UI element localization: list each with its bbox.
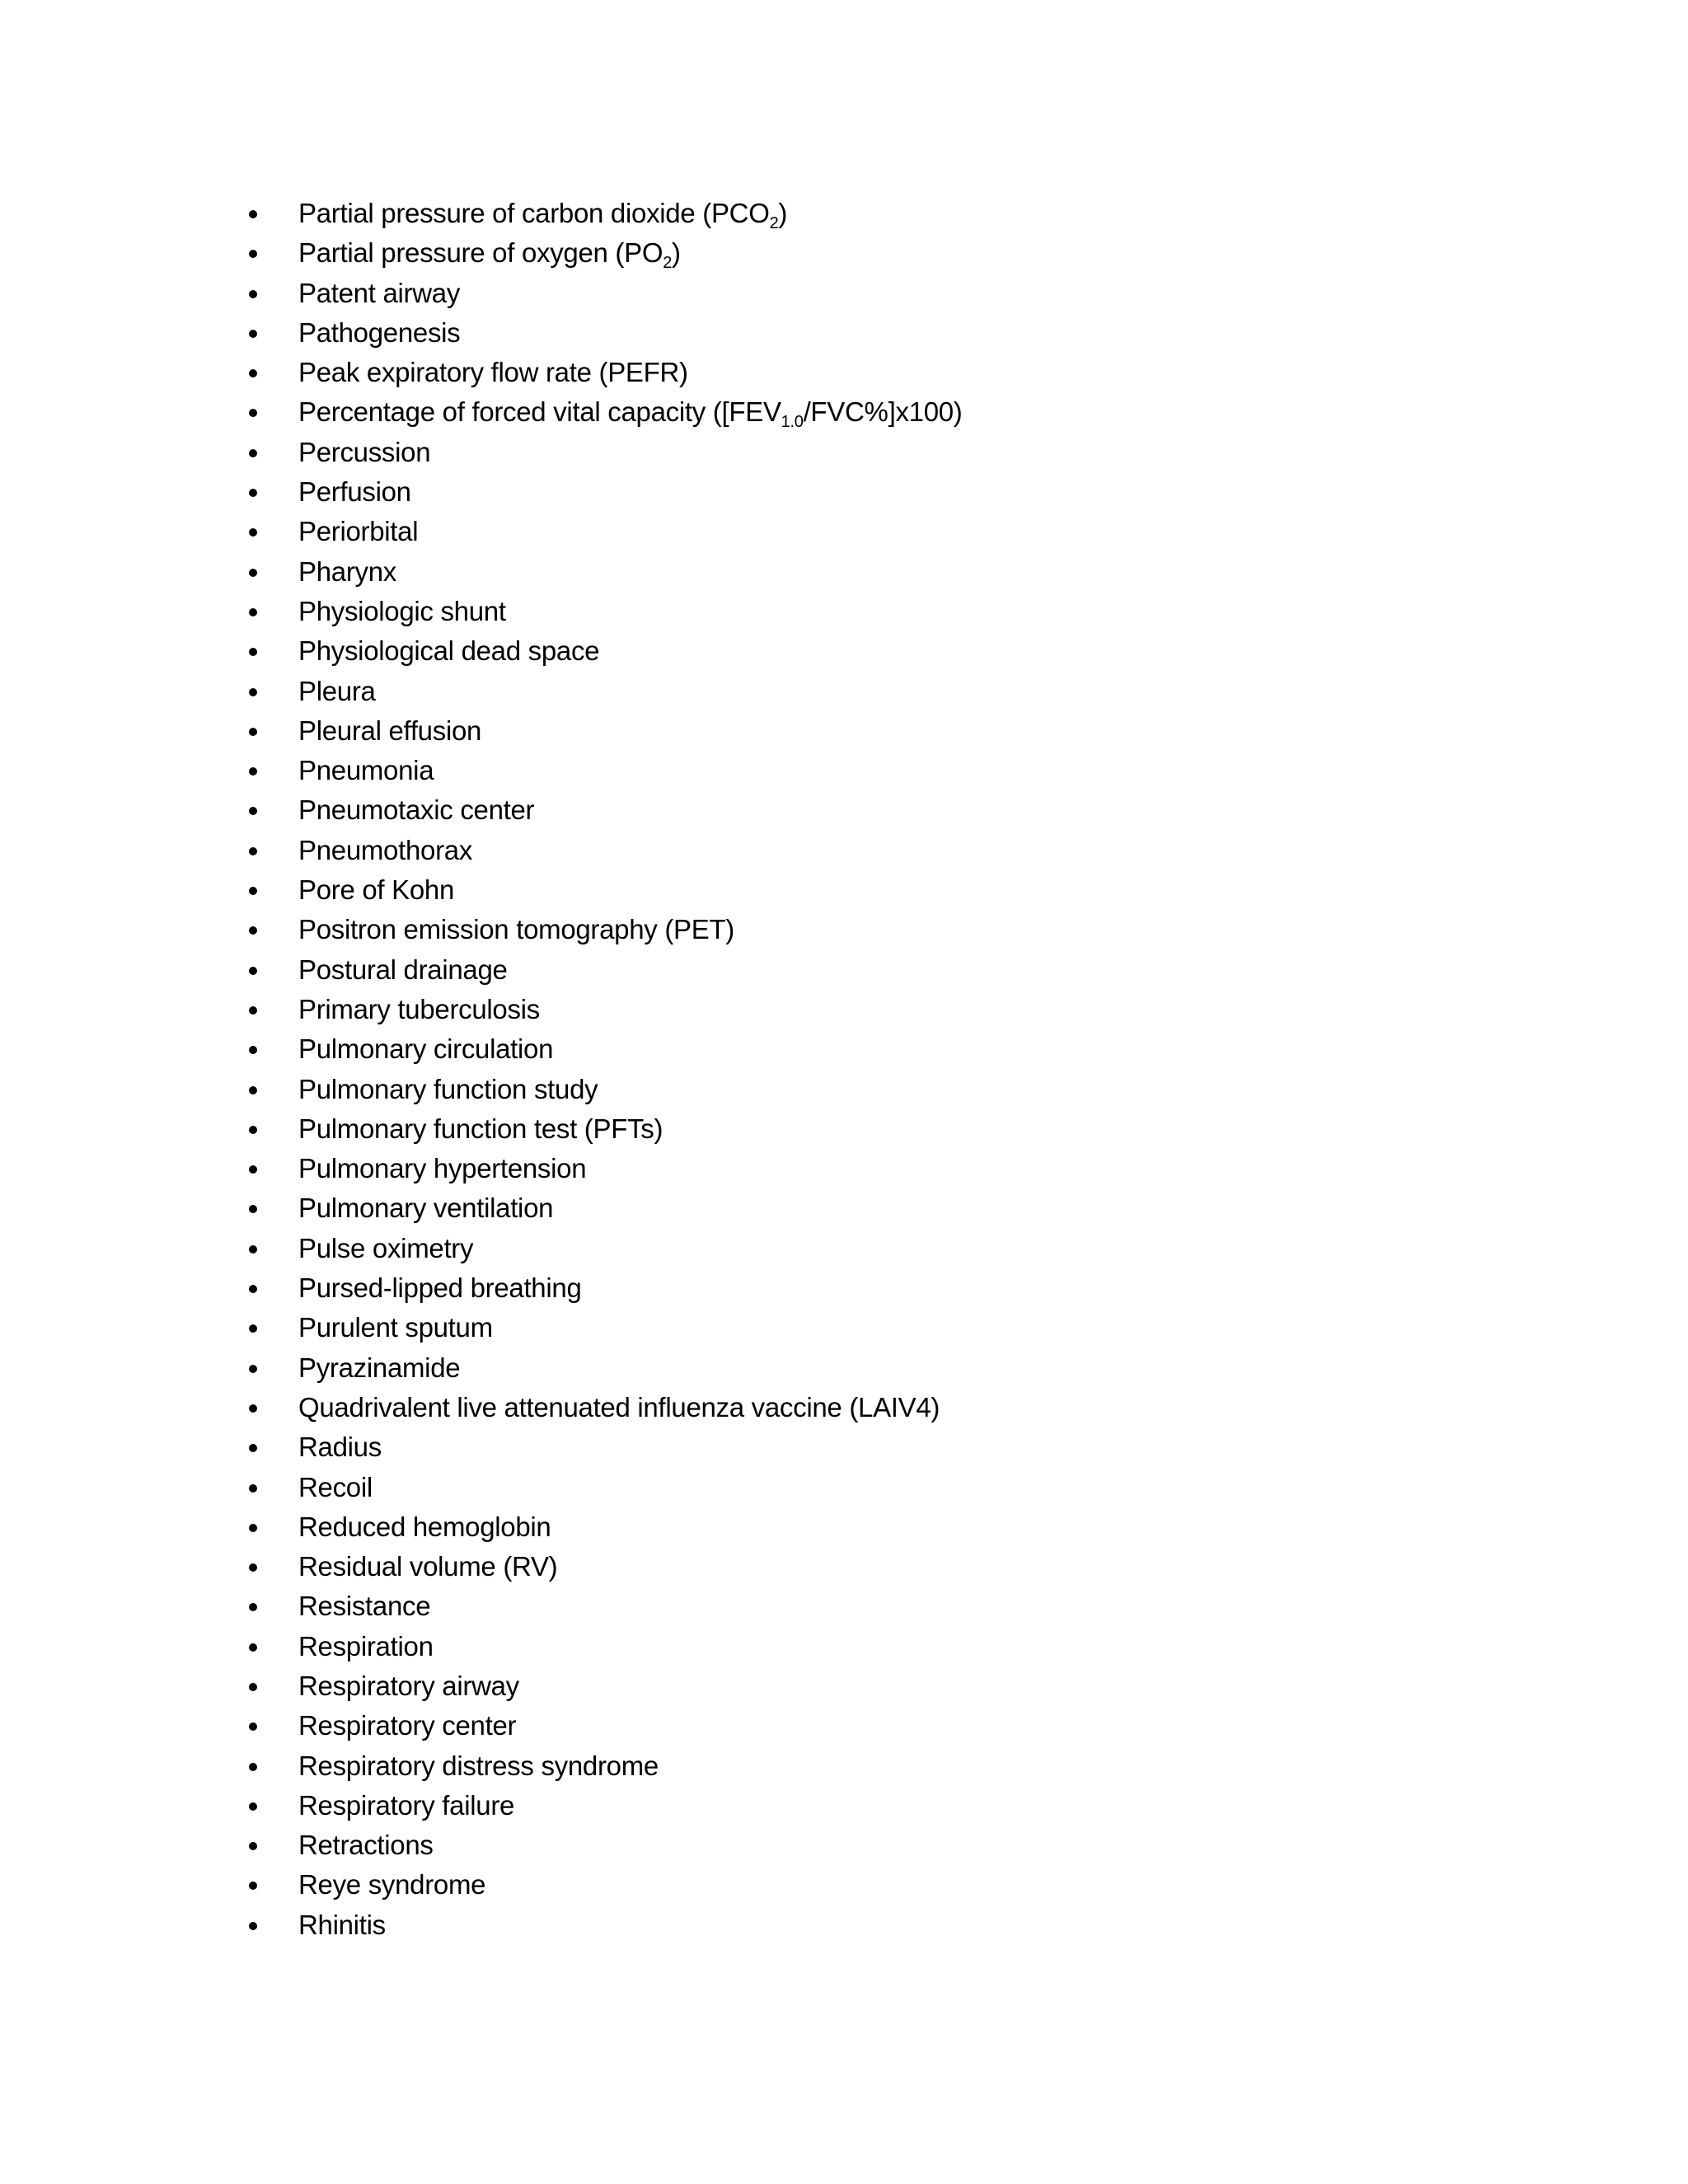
term-text — [298, 194, 787, 233]
term-main-text: Pharynx — [298, 555, 396, 587]
term-text — [298, 313, 460, 353]
bullet-icon — [249, 767, 257, 776]
bullet-icon — [249, 369, 257, 377]
term-main-text: Pneumonia — [298, 755, 434, 786]
term-main-text: Perfusion — [298, 476, 411, 508]
term-text — [298, 751, 434, 790]
bullet-icon — [249, 290, 257, 298]
bullet-icon — [249, 1603, 257, 1611]
term-main-text: Pulmonary hypertension — [298, 1153, 587, 1184]
bullet-icon — [249, 1324, 257, 1333]
term-text — [298, 233, 681, 273]
term-suffix-text: ) — [778, 198, 788, 228]
term-text — [298, 1905, 386, 1945]
term-text — [298, 1468, 373, 1507]
term-text — [298, 950, 508, 990]
term-main-text: Respiratory center — [298, 1710, 517, 1741]
bullet-icon — [249, 409, 257, 417]
term-main-text: Pulse oximetry — [298, 1232, 474, 1263]
term-text — [298, 1029, 553, 1069]
term-text — [298, 1547, 557, 1586]
term-text — [298, 990, 540, 1029]
term-text — [298, 672, 376, 711]
bullet-icon — [249, 728, 257, 736]
term-main-text: Pore of Kohn — [298, 874, 455, 906]
bullet-icon — [249, 1006, 257, 1015]
term-text — [298, 1308, 493, 1347]
bullet-icon — [249, 449, 257, 457]
bullet-icon — [249, 489, 257, 497]
bullet-icon — [249, 1365, 257, 1373]
bullet-icon — [249, 1205, 257, 1213]
term-main-text: Reye syndrome — [298, 1869, 486, 1900]
bullet-icon — [249, 1722, 257, 1731]
term-main-text: Pneumotaxic center — [298, 794, 535, 826]
bullet-icon — [249, 528, 257, 537]
term-main-text: Partial pressure of oxygen (PO — [298, 237, 663, 269]
term-main-text: Reduced hemoglobin — [298, 1511, 551, 1542]
term-main-text: Pulmonary circulation — [298, 1033, 554, 1065]
term-subscript: 2 — [663, 254, 673, 273]
bullet-icon — [249, 1802, 257, 1811]
term-main-text: Retractions — [298, 1830, 434, 1861]
term-main-text: Resistance — [298, 1591, 431, 1622]
term-suffix-text: /FVC%]x100) — [803, 396, 963, 428]
term-text — [298, 1746, 659, 1786]
term-text — [298, 353, 688, 392]
term-main-text: Pyrazinamide — [298, 1352, 461, 1383]
term-main-text: Purulent sputum — [298, 1312, 493, 1343]
term-main-text: Respiratory failure — [298, 1789, 515, 1821]
term-text — [298, 1586, 430, 1626]
term-main-text: Physiological dead space — [298, 635, 600, 667]
bullet-icon — [249, 1882, 257, 1890]
term-main-text: Radius — [298, 1432, 382, 1463]
bullet-icon — [249, 887, 257, 895]
term-text — [298, 1627, 434, 1666]
term-main-text: Pneumothorax — [298, 834, 473, 865]
term-main-text: Peak expiratory flow rate (PEFR) — [298, 357, 688, 388]
bullet-icon — [249, 847, 257, 855]
term-main-text: Pulmonary function test (PFTs) — [298, 1113, 663, 1144]
term-text — [298, 1786, 514, 1825]
term-main-text: Respiration — [298, 1630, 434, 1661]
bullet-icon — [249, 1524, 257, 1532]
bullet-icon — [249, 569, 257, 577]
term-text — [298, 1109, 663, 1149]
term-main-text: Respiratory distress syndrome — [298, 1750, 659, 1781]
bullet-icon — [249, 1683, 257, 1691]
term-text — [298, 1348, 460, 1388]
term-main-text: Pursed-lipped breathing — [298, 1272, 582, 1304]
term-text — [298, 790, 534, 830]
term-text — [298, 1865, 485, 1905]
term-text — [298, 1825, 434, 1865]
term-main-text: Periorbital — [298, 516, 419, 547]
term-text — [298, 870, 454, 910]
bullet-icon — [249, 1046, 257, 1054]
bullet-icon — [249, 1285, 257, 1293]
bullet-icon — [249, 1086, 257, 1094]
bullet-icon — [249, 648, 257, 656]
bullet-icon — [249, 608, 257, 616]
term-text — [298, 433, 430, 472]
term-text — [298, 711, 481, 751]
bullet-icon — [249, 1842, 257, 1850]
term-suffix-text: ) — [672, 237, 681, 269]
term-text — [298, 1268, 582, 1308]
term-text — [298, 592, 506, 631]
bullet-icon — [249, 926, 257, 935]
term-main-text: Partial pressure of carbon dioxide (PCO — [298, 198, 770, 228]
term-main-text: Pleura — [298, 675, 376, 706]
term-text — [298, 1388, 940, 1427]
term-text — [298, 1706, 516, 1746]
term-text — [298, 1149, 586, 1188]
term-text — [298, 1507, 551, 1547]
term-main-text: Pulmonary ventilation — [298, 1193, 554, 1224]
term-subscript: 1.0 — [781, 413, 804, 432]
bullet-icon — [249, 1404, 257, 1413]
term-main-text: Pulmonary function study — [298, 1073, 598, 1104]
term-main-text: Quadrivalent live attenuated influenza vaccine (LAIV4) — [298, 1391, 940, 1422]
term-main-text: Physiologic shunt — [298, 595, 506, 626]
term-text — [298, 1229, 473, 1268]
bullet-icon — [249, 210, 257, 218]
term-main-text: Pathogenesis — [298, 316, 461, 348]
term-main-text: Rhinitis — [298, 1909, 386, 1940]
term-text — [298, 831, 472, 870]
term-text — [298, 552, 396, 592]
bullet-icon — [249, 250, 257, 258]
term-text — [298, 274, 460, 313]
term-text — [298, 472, 411, 512]
bullet-icon — [249, 1763, 257, 1771]
term-main-text: Patent airway — [298, 277, 461, 308]
term-text — [298, 631, 599, 671]
term-text — [298, 1070, 598, 1109]
term-text — [298, 512, 418, 551]
term-main-text: Percussion — [298, 436, 431, 467]
term-text — [298, 1188, 553, 1228]
bullet-icon — [249, 1643, 257, 1652]
term-subscript: 2 — [769, 214, 779, 232]
bullet-icon — [249, 1126, 257, 1134]
bullet-icon — [249, 330, 257, 338]
term-text — [298, 1666, 519, 1706]
term-main-text: Residual volume (RV) — [298, 1551, 558, 1582]
bullet-icon — [249, 1444, 257, 1452]
bullet-icon — [249, 1922, 257, 1930]
bullet-icon — [249, 807, 257, 815]
bullet-icon — [249, 688, 257, 696]
bullet-icon — [249, 1484, 257, 1493]
term-text — [298, 910, 734, 949]
term-main-text: Primary tuberculosis — [298, 993, 540, 1024]
term-main-text: Postural drainage — [298, 954, 508, 985]
term-main-text: Positron emission tomography (PET) — [298, 914, 734, 945]
term-main-text: Respiratory airway — [298, 1670, 519, 1701]
bullet-icon — [249, 967, 257, 975]
term-main-text: Recoil — [298, 1471, 373, 1502]
term-text — [298, 1427, 382, 1467]
bullet-icon — [249, 1563, 257, 1572]
term-main-text: Pleural effusion — [298, 715, 482, 746]
bullet-icon — [249, 1245, 257, 1254]
term-main-text: Percentage of forced vital capacity ([FEV — [298, 396, 781, 428]
term-text — [298, 392, 963, 432]
bullet-icon — [249, 1165, 257, 1174]
